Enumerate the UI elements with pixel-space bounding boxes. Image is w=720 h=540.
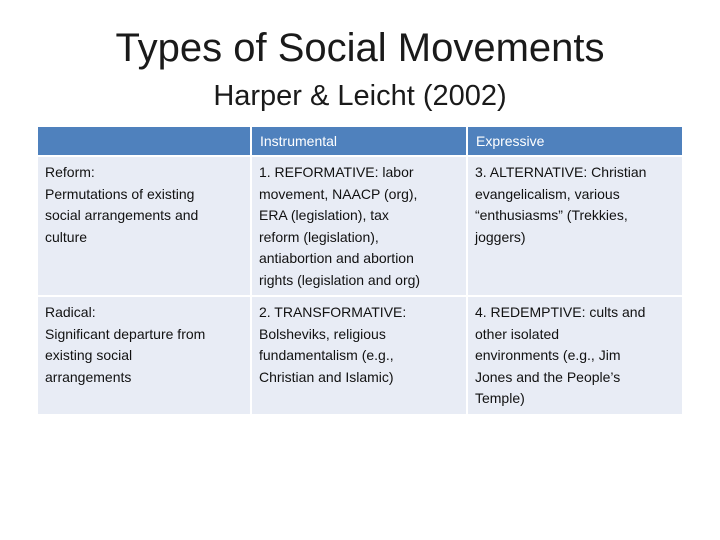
cell-line: arrangements [45, 368, 132, 385]
cell-line: 4. REDEMPTIVE: cults and [474, 304, 646, 320]
cell-line: evangelicalism, various [474, 185, 620, 202]
cell-redemptive [468, 297, 682, 414]
cell-line: Significant departure from [45, 325, 206, 342]
cell-line: Permutations of existing [45, 185, 195, 202]
cell-line: Radical: [45, 304, 96, 320]
cell-line: antiabortion and abortion [258, 250, 414, 266]
cell-line: social arrangements and [45, 207, 199, 223]
cell-reformative [252, 157, 466, 295]
cell-line: 1. REFORMATIVE: labor [258, 164, 414, 180]
cell-line: Jones and the People’s [474, 368, 621, 385]
cell-line: Bolsheviks, religious [258, 325, 386, 342]
cell-line: other isolated [474, 325, 560, 342]
header-corner-cell [38, 127, 250, 155]
cell-line: Christian and Islamic) [258, 368, 394, 385]
cell-line: ERA (legislation), tax [258, 207, 389, 223]
table-row-reform [38, 157, 682, 295]
cell-line: Temple) [474, 390, 525, 406]
cell-alternative [468, 157, 682, 295]
header-expressive: Expressive [468, 127, 682, 155]
cell-line: joggers) [474, 228, 526, 245]
cell-transformative [252, 297, 466, 414]
cell-line: environments (e.g., Jim [474, 347, 621, 363]
cell-line: movement, NAACP (org), [258, 185, 418, 202]
cell-line: “enthusiasms” (Trekkies, [474, 207, 628, 223]
cell-line: reform (legislation), [258, 228, 379, 245]
table-header-row [38, 127, 682, 155]
social-movements-table [36, 125, 684, 416]
table-row-radical [38, 297, 682, 414]
cell-line: Reform: [45, 164, 95, 180]
header-instrumental: Instrumental [252, 127, 466, 155]
cell-line: culture [45, 228, 88, 245]
cell-line: fundamentalism (e.g., [258, 347, 394, 363]
cell-line: existing social [45, 347, 133, 363]
slide-title: Types of Social Movements [115, 26, 605, 70]
row-label-radical [38, 297, 250, 414]
cell-line: rights (legislation and org) [258, 271, 421, 288]
slide-subtitle: Harper & Leicht (2002) [213, 80, 507, 112]
cell-line: 3. ALTERNATIVE: Christian [474, 164, 647, 180]
cell-line: 2. TRANSFORMATIVE: [258, 304, 407, 320]
row-label-reform [38, 157, 250, 295]
